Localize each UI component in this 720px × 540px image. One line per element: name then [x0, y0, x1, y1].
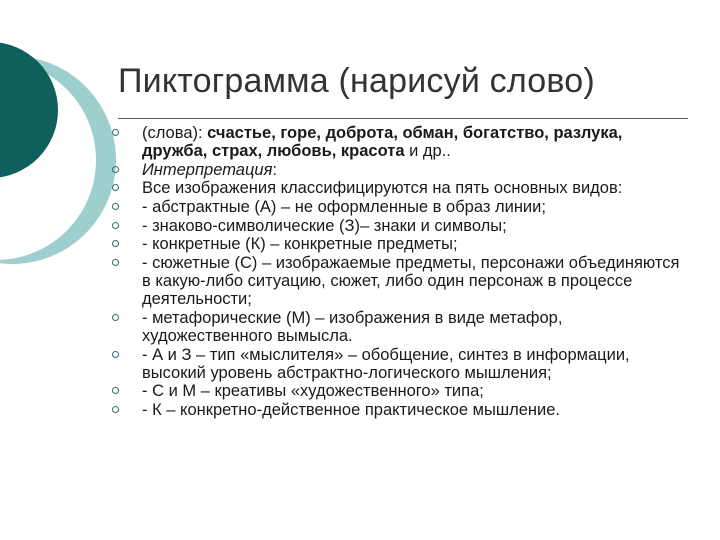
bullet-text: - А и З – тип «мыслителя» – обобщение, синтез в информации, высокий уровень абстрактно-логического мышления; — [142, 345, 630, 382]
bullet-item — [104, 382, 689, 400]
bullet-circle-icon — [112, 129, 119, 136]
bullet-text: Все изображения классифицируются на пять основных видов: — [142, 179, 623, 198]
bullet-circle-icon — [112, 240, 119, 247]
slide-title: Пиктограмма (нарисуй слово) — [118, 62, 595, 100]
decorative-circles — [0, 0, 120, 300]
bullet-item — [104, 235, 689, 253]
bullet-item — [104, 179, 689, 197]
bullet-item — [104, 217, 689, 235]
bullet-item — [104, 401, 689, 419]
bullet-text: - С и М – креативы «художественного» типа; — [142, 382, 484, 401]
bullet-item — [104, 254, 689, 309]
title-divider — [118, 118, 688, 119]
bullet-circle-icon — [112, 406, 119, 413]
bullet-text: - сюжетные (С) – изображаемые предметы, персонажи объединяются в какую-либо ситуацию, сюжет, либо один персонаж в процессе деятельности; — [142, 253, 680, 309]
bullet-circle-icon — [112, 222, 119, 229]
bullet-circle-icon — [112, 166, 119, 173]
bullet-text: - К – конкретно-действенное практическое мышление. — [142, 400, 561, 419]
bullet-item — [104, 309, 689, 345]
bullet-text: и др.. — [404, 142, 451, 161]
bullet-circle-icon — [112, 184, 119, 191]
bullet-text: - конкретные (К) – конкретные предметы; — [142, 235, 458, 254]
bullet-circle-icon — [112, 203, 119, 210]
bullet-circle-icon — [112, 351, 119, 358]
bullet-text: - знаково-символические (З)– знаки и символы; — [142, 216, 507, 235]
bullet-list — [104, 124, 689, 420]
bullet-text: : — [272, 160, 277, 179]
bullet-circle-icon — [112, 259, 119, 266]
bullet-item — [104, 198, 689, 216]
bullet-text: - абстрактные (А) – не оформленные в образ линии; — [142, 197, 546, 216]
bullet-text: Интерпретация — [142, 160, 273, 179]
bullet-item — [104, 124, 689, 160]
bullet-circle-icon — [112, 387, 119, 394]
bullet-text: счастье, горе, доброта, обман, богатство, разлука, дружба, страх, любовь, красота — [142, 124, 623, 161]
bullet-item — [104, 346, 689, 382]
bullet-circle-icon — [112, 314, 119, 321]
bullet-text: - метафорические (М) – изображения в виде метафор, художественного вымысла. — [142, 308, 563, 345]
bullet-item — [104, 161, 689, 179]
bullet-text: (слова): — [142, 124, 208, 142]
